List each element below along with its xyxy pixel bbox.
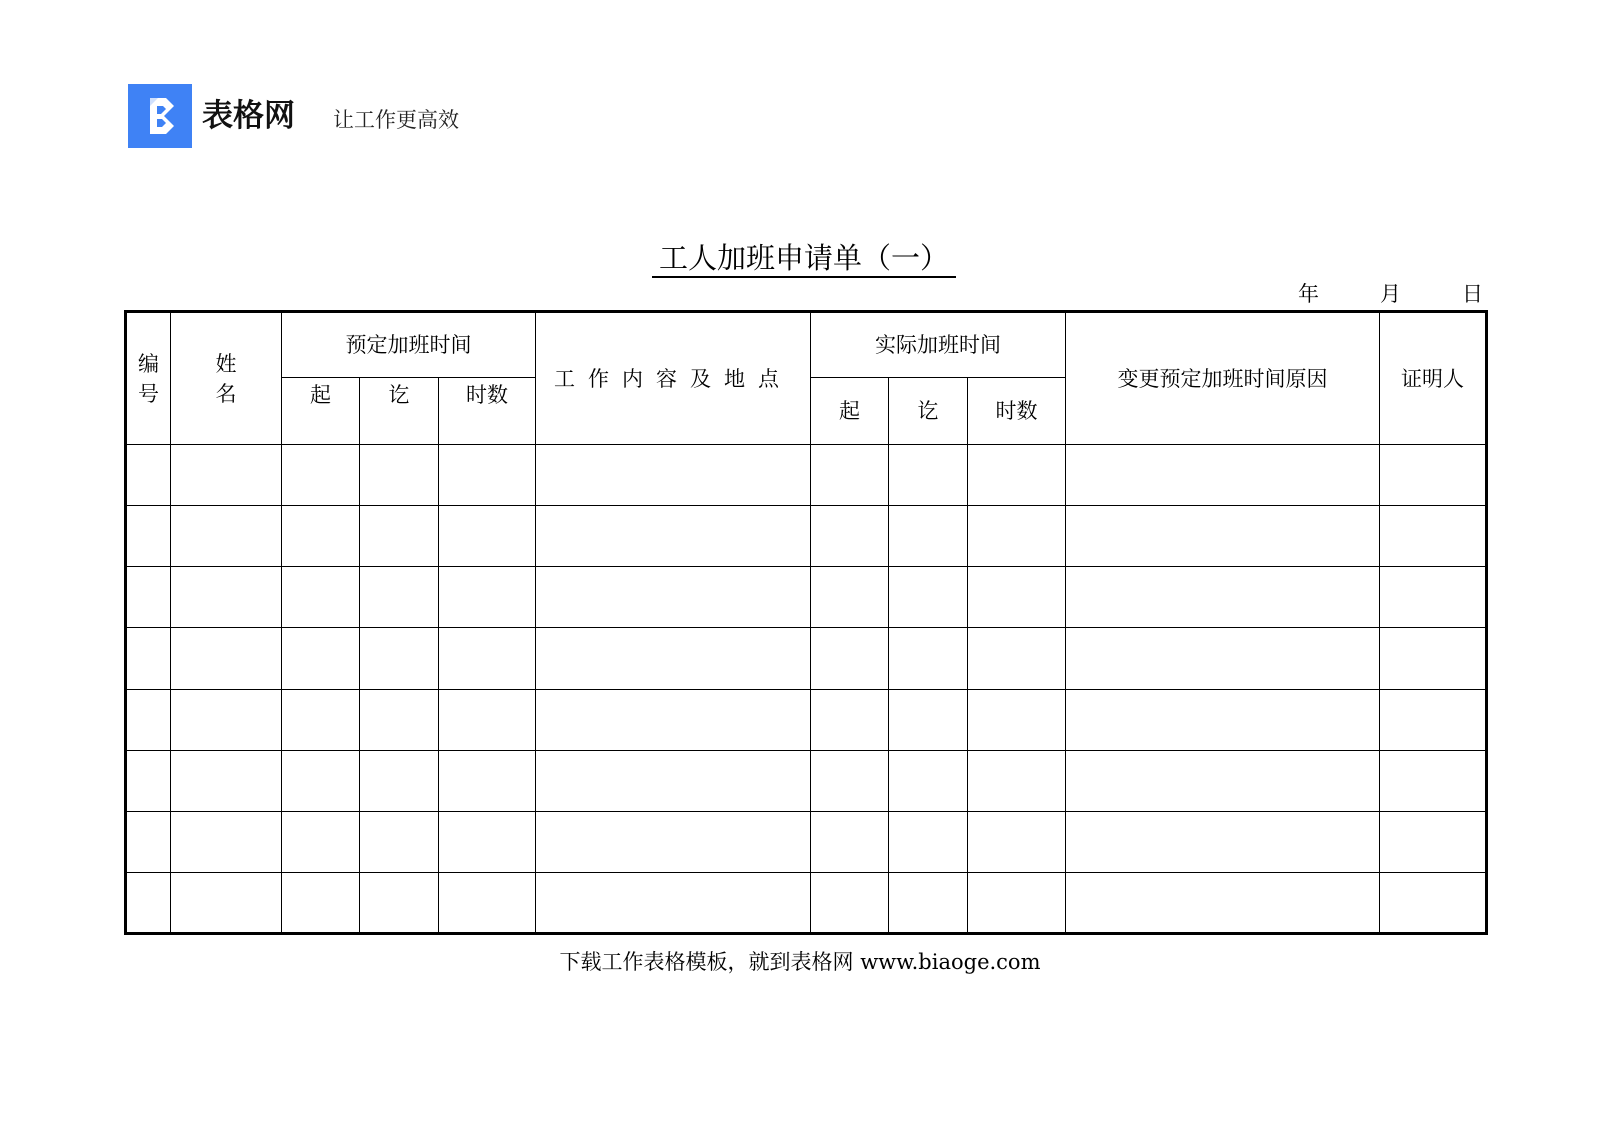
table-cell[interactable] bbox=[282, 750, 360, 811]
table-cell[interactable] bbox=[171, 811, 282, 872]
table-cell[interactable] bbox=[811, 628, 889, 689]
table-cell[interactable] bbox=[889, 445, 968, 506]
table-row bbox=[126, 628, 1487, 689]
table-cell[interactable] bbox=[171, 628, 282, 689]
table-cell[interactable] bbox=[360, 750, 439, 811]
table-cell[interactable] bbox=[536, 750, 811, 811]
table-cell[interactable] bbox=[171, 750, 282, 811]
table-cell[interactable] bbox=[536, 445, 811, 506]
header-planned-start: 起 bbox=[282, 378, 360, 445]
table-cell[interactable] bbox=[282, 872, 360, 933]
brand-name: 表格网 bbox=[202, 98, 295, 134]
table-cell[interactable] bbox=[360, 689, 439, 750]
table-cell[interactable] bbox=[889, 628, 968, 689]
table-cell[interactable] bbox=[282, 628, 360, 689]
table-cell[interactable] bbox=[171, 445, 282, 506]
table-cell[interactable] bbox=[1380, 689, 1487, 750]
table-cell[interactable] bbox=[126, 506, 171, 567]
table-cell[interactable] bbox=[126, 750, 171, 811]
header-work-content: 工作内容及地点 bbox=[536, 312, 811, 445]
table-cell[interactable] bbox=[1066, 689, 1380, 750]
table-cell[interactable] bbox=[968, 689, 1066, 750]
table-cell[interactable] bbox=[811, 689, 889, 750]
table-cell[interactable] bbox=[811, 750, 889, 811]
table-row bbox=[126, 506, 1487, 567]
table-row bbox=[126, 567, 1487, 628]
table-cell[interactable] bbox=[282, 689, 360, 750]
table-cell[interactable] bbox=[811, 872, 889, 933]
header-number: 编 号 bbox=[126, 312, 171, 445]
table-cell[interactable] bbox=[1066, 811, 1380, 872]
biaoge-logo-icon bbox=[128, 84, 192, 148]
table-cell[interactable] bbox=[968, 872, 1066, 933]
table-cell[interactable] bbox=[811, 811, 889, 872]
table-cell[interactable] bbox=[889, 872, 968, 933]
header-planned-end: 讫 bbox=[360, 378, 439, 445]
table-cell[interactable] bbox=[439, 811, 536, 872]
table-row bbox=[126, 445, 1487, 506]
table-cell[interactable] bbox=[282, 506, 360, 567]
table-cell[interactable] bbox=[889, 811, 968, 872]
overtime-application-table bbox=[124, 310, 1488, 935]
table-cell[interactable] bbox=[1380, 506, 1487, 567]
table-cell[interactable] bbox=[439, 872, 536, 933]
table-cell[interactable] bbox=[360, 567, 439, 628]
table-cell[interactable] bbox=[968, 811, 1066, 872]
table-cell[interactable] bbox=[536, 567, 811, 628]
table-row bbox=[126, 872, 1487, 933]
table-cell[interactable] bbox=[439, 445, 536, 506]
table-cell[interactable] bbox=[360, 445, 439, 506]
table-cell[interactable] bbox=[889, 750, 968, 811]
document-title: 工人加班申请单（一） bbox=[652, 240, 956, 278]
footer-text: 下载工作表格模板，就到表格网 www.biaoge.com bbox=[559, 950, 1041, 974]
table-cell[interactable] bbox=[282, 811, 360, 872]
table-cell[interactable] bbox=[360, 506, 439, 567]
table-cell[interactable] bbox=[360, 872, 439, 933]
table-cell[interactable] bbox=[811, 445, 889, 506]
header-change-reason: 变更预定加班时间原因 bbox=[1066, 312, 1380, 445]
table-cell[interactable] bbox=[889, 567, 968, 628]
table-cell[interactable] bbox=[968, 506, 1066, 567]
header-actual-end: 讫 bbox=[889, 378, 968, 445]
table-cell[interactable] bbox=[126, 872, 171, 933]
table-cell[interactable] bbox=[126, 689, 171, 750]
table-cell[interactable] bbox=[1066, 567, 1380, 628]
table-cell[interactable] bbox=[1066, 506, 1380, 567]
header-name: 姓 名 bbox=[171, 312, 282, 445]
header-planned-time: 预定加班时间 bbox=[282, 312, 536, 378]
table-cell[interactable] bbox=[968, 628, 1066, 689]
table-cell[interactable] bbox=[171, 567, 282, 628]
table-row bbox=[126, 750, 1487, 811]
table-cell[interactable] bbox=[439, 689, 536, 750]
table-cell[interactable] bbox=[1066, 628, 1380, 689]
table-cell[interactable] bbox=[171, 872, 282, 933]
table-cell[interactable] bbox=[968, 445, 1066, 506]
table-cell[interactable] bbox=[811, 567, 889, 628]
date-month-label: 月 bbox=[1380, 282, 1401, 306]
table-cell[interactable] bbox=[439, 506, 536, 567]
table-cell[interactable] bbox=[536, 628, 811, 689]
header-actual-time: 实际加班时间 bbox=[811, 312, 1066, 378]
date-day-label: 日 bbox=[1462, 282, 1483, 306]
table-cell[interactable] bbox=[126, 628, 171, 689]
table-cell[interactable] bbox=[171, 506, 282, 567]
table-cell[interactable] bbox=[536, 811, 811, 872]
table-cell[interactable] bbox=[439, 567, 536, 628]
table-cell[interactable] bbox=[439, 750, 536, 811]
table-cell[interactable] bbox=[889, 506, 968, 567]
table-cell[interactable] bbox=[536, 872, 811, 933]
table-row bbox=[126, 689, 1487, 750]
table-cell[interactable] bbox=[1380, 750, 1487, 811]
table-cell[interactable] bbox=[1380, 628, 1487, 689]
table-cell[interactable] bbox=[968, 750, 1066, 811]
table-cell[interactable] bbox=[360, 811, 439, 872]
header-actual-hours: 时数 bbox=[968, 378, 1066, 445]
header-certifier: 证明人 bbox=[1380, 312, 1487, 445]
table-cell[interactable] bbox=[126, 567, 171, 628]
table-cell[interactable] bbox=[1380, 567, 1487, 628]
brand-slogan: 让工作更高效 bbox=[333, 108, 459, 132]
table-cell[interactable] bbox=[1066, 750, 1380, 811]
table-row bbox=[126, 811, 1487, 872]
table-cell[interactable] bbox=[536, 689, 811, 750]
table-cell[interactable] bbox=[1380, 445, 1487, 506]
table-cell[interactable] bbox=[360, 628, 439, 689]
table-cell[interactable] bbox=[1380, 811, 1487, 872]
table-cell[interactable] bbox=[171, 689, 282, 750]
table-cell[interactable] bbox=[889, 689, 968, 750]
table-cell[interactable] bbox=[536, 506, 811, 567]
table-cell[interactable] bbox=[811, 506, 889, 567]
table-cell[interactable] bbox=[282, 445, 360, 506]
table-cell[interactable] bbox=[1066, 872, 1380, 933]
table-cell[interactable] bbox=[968, 567, 1066, 628]
header-actual-start: 起 bbox=[811, 378, 889, 445]
header-planned-hours: 时数 bbox=[439, 378, 536, 445]
date-year-label: 年 bbox=[1298, 282, 1319, 306]
table-cell[interactable] bbox=[126, 811, 171, 872]
table-cell[interactable] bbox=[282, 567, 360, 628]
table-cell[interactable] bbox=[1380, 872, 1487, 933]
table-cell[interactable] bbox=[126, 445, 171, 506]
table-cell[interactable] bbox=[1066, 445, 1380, 506]
table-cell[interactable] bbox=[439, 628, 536, 689]
